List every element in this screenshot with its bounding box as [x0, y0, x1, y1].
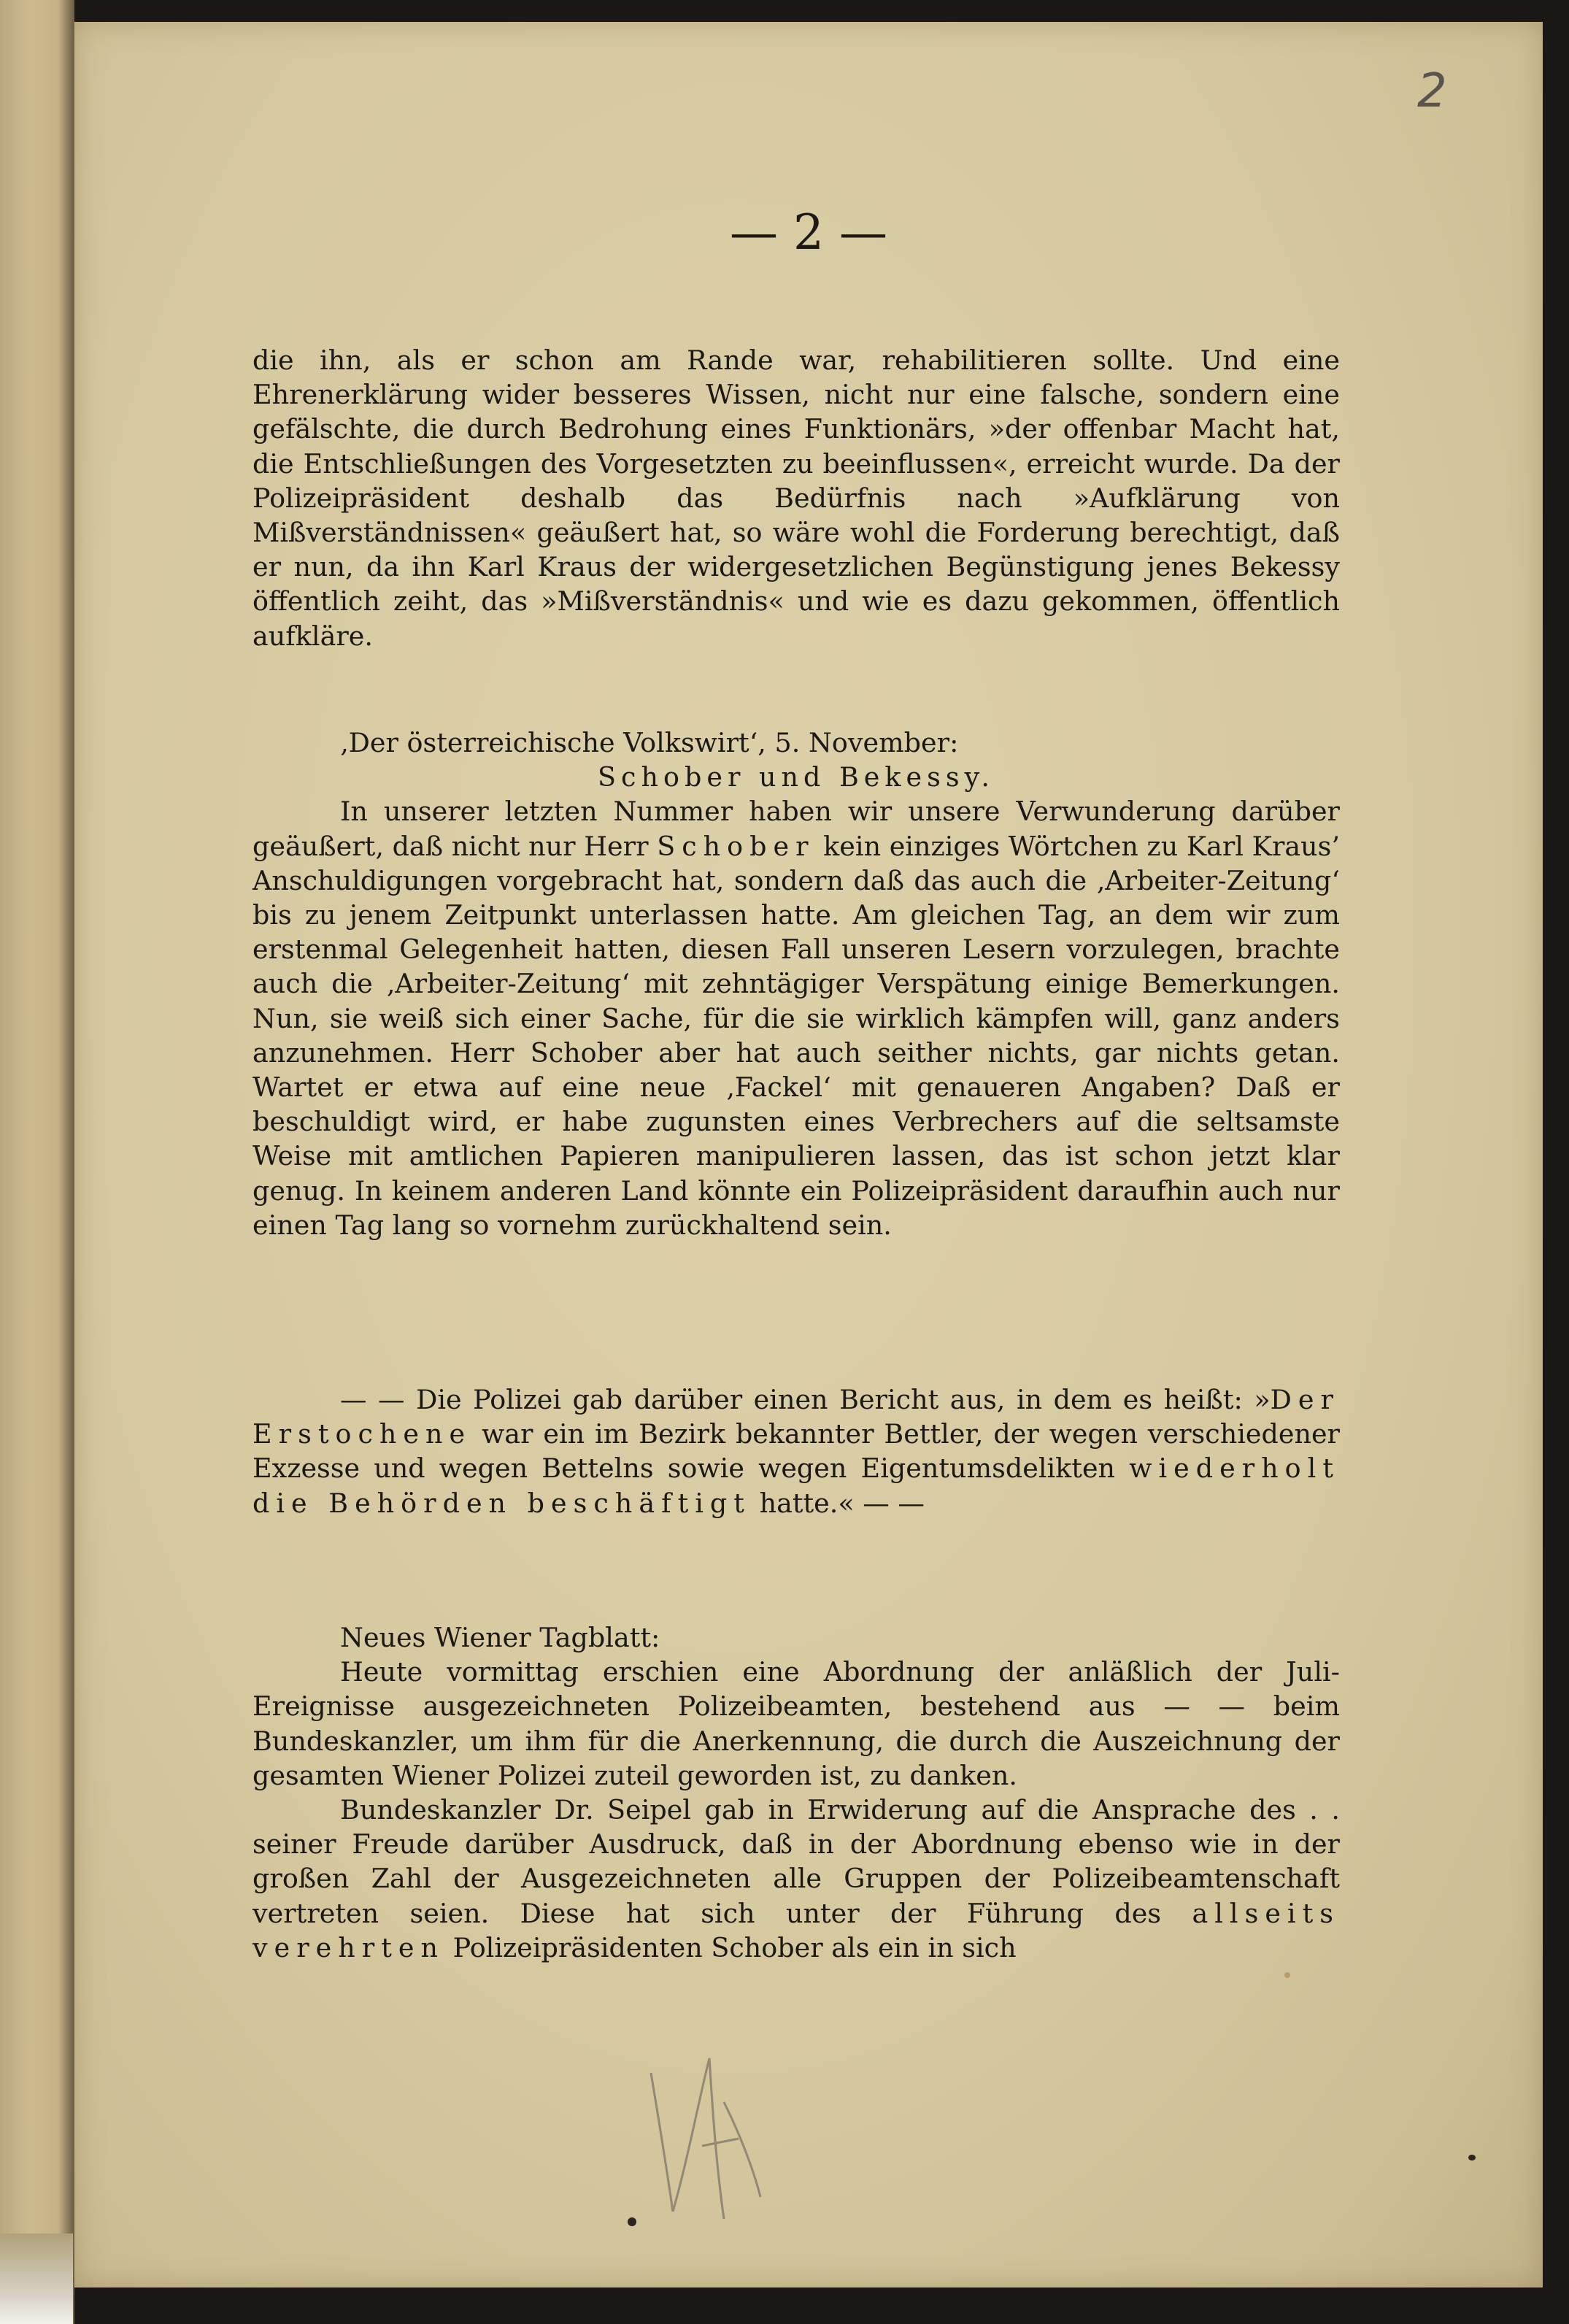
- speck: [628, 2217, 636, 2226]
- polizei-spaced-1: Der Erstochene: [252, 1384, 1340, 1450]
- polizei-b: war ein im Bezirk bekannter Bettler, der wegen verschiedener Exzesse und wegen Bettelns sowie wegen Eigentumsdelikten: [252, 1418, 1340, 1485]
- pencil-signature: [629, 2015, 790, 2233]
- speck: [1468, 2155, 1476, 2161]
- tagblatt-heading: Neues Wiener Tagblatt:: [340, 1622, 660, 1653]
- tagblatt-p2-a: Bundeskanzler Dr. Seipel gab in Erwiderung auf die Ansprache des . . seiner Freude darüber Ausdruck, daß in der Abordnung ebenso wie in der großen Zahl der Ausgezeichneten alle Gruppen der Polizeibeamtenschaft vertreten seien. Diese hat sich unter der Führung des: [252, 1794, 1340, 1929]
- pencil-page-number: 2: [1417, 64, 1447, 118]
- paragraph-continuation: [252, 343, 1340, 653]
- volkswirt-title: Schober und Bekessy.: [598, 761, 995, 793]
- tagblatt-paragraph-2: [252, 1793, 1340, 1965]
- binding-edge-bottom: [0, 2233, 73, 2324]
- tagblatt-paragraph-1: Heute vormittag erschien eine Abordnung der anläßlich der Juli-Ereignisse ausgezeichneten Polizeibeamten, bestehend aus — — beim Bundeskanzler, um ihm für die Anerkennung, die durch die Auszeichnung der gesamten Wiener Polizei zuteil geworden ist, zu danken.: [252, 1656, 1340, 1791]
- polizei-c: hatte.« — —: [750, 1487, 925, 1519]
- name-schober-spaced: Schober: [657, 830, 815, 862]
- polizei-section: [252, 1382, 1340, 1520]
- tagblatt-spaced: allseits verehrten: [252, 1897, 1340, 1963]
- speck: [1284, 1972, 1290, 1978]
- binding-edge: [0, 0, 74, 2324]
- paragraph-1: die ihn, als er schon am Rande war, rehabilitieren sollte. Und eine Ehrenerklärung wider besseres Wissen, nicht nur eine falsche, sondern eine gefälschte, die durch Bedrohung eines Funktionärs, »der offenbar Macht hat, die Entschließungen des Vorgesetzten zu beeinflussen«, erreicht wurde. Da der Polizeipräsident deshalb das Bedürfnis nach »Aufklärung von Mißverständnissen« geäußert hat, so wäre wohl die Forderung berechtigt, daß er nun, da ihn Karl Kraus der widergesetzlichen Begünstigung jenes Bekessy öffentlich zeiht, das »Mißverständnis« und wie es dazu gekommen, öffentlich aufkläre.: [252, 345, 1340, 652]
- page-sheet: [74, 22, 1543, 2288]
- volkswirt-heading: ‚Der österreichische Volkswirt‘, 5. November:: [340, 727, 959, 758]
- polizei-paragraph: [252, 1382, 1340, 1520]
- tagblatt-p2-b: Polizeipräsidenten Schober als ein in sich: [444, 1931, 1017, 1963]
- volkswirt-body-b: kein einziges Wörtchen zu Karl Kraus’ Anschuldigungen vorgebracht hat, sondern daß das auch die ‚Arbeiter-Zeitung‘ bis zu jenem Zeitpunkt unterlassen hatte. Am gleichen Tag, an dem wir zum erstenmal Gelegenheit hatten, diesen Fall unseren Lesern vorzulegen, brachte auch die ‚Arbeiter-Zeitung‘ mit zehntägiger Verspätung einige Bemerkungen. Nun, sie weiß sich einer Sache, für die sie wirklich kämpfen will, ganz anders anzunehmen. Herr Schober aber hat auch seither nichts, gar nichts getan. Wartet er etwa auf eine neue ‚Fackel‘ mit genaueren Angaben? Daß er beschuldigt wird, er habe zugunsten eines Verbrechers auf die seltsamste Weise mit amtlichen Papieren manipulieren lassen, das ist schon jetzt klar genug. In keinem anderen Land könnte ein Polizeipräsident daraufhin auch nur einen Tag lang so vornehm zurückhaltend sein.: [252, 830, 1340, 1241]
- volkswirt-body: [252, 794, 1340, 1242]
- volkswirt-section: [252, 726, 1340, 1242]
- polizei-a: — — Die Polizei gab darüber einen Bericht aus, in dem es heißt: »: [340, 1384, 1271, 1415]
- volkswirt-body-a: In unserer letzten Nummer haben wir unsere Verwunderung darüber geäußert, daß nicht nur Herr: [252, 796, 1340, 862]
- tagblatt-section: [252, 1620, 1340, 1965]
- polizei-spaced-2: wiederholt die Behörden beschäftigt: [252, 1452, 1340, 1519]
- page-number: — 2 —: [730, 204, 887, 261]
